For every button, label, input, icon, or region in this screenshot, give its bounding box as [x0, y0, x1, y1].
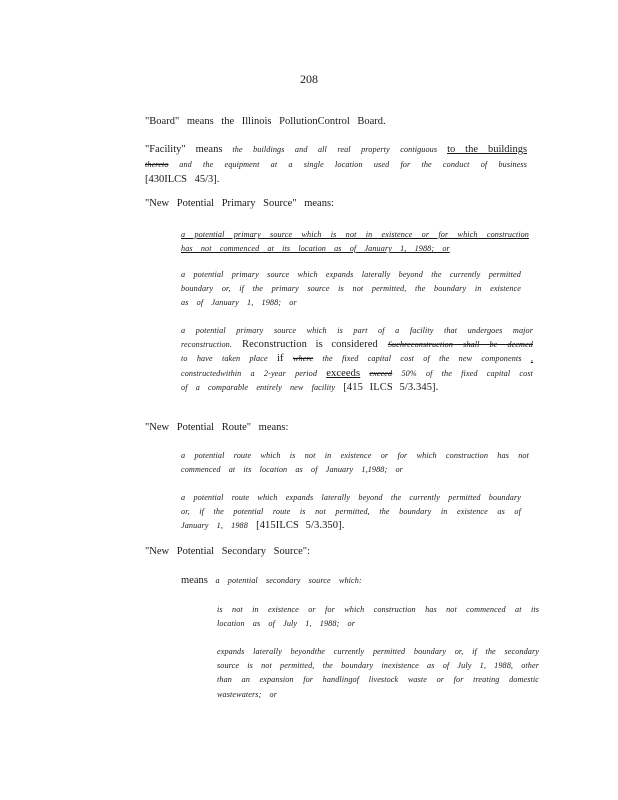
facility-text-1: the buildings and all real property contiguous: [232, 145, 438, 154]
npps-item-3-text-2: to have taken place: [181, 354, 268, 364]
npss-item-1: is not in existence or for which construction has not commenced at its location as of July 1, 1988; or: [217, 605, 539, 629]
npr-item-2-text: a potential route which expands laterally beyond the currently permitted boundary or, if the potential route is not permitted, the boundary in existence as of January 1, 1988: [181, 493, 521, 531]
definition-facility: [145, 142, 527, 187]
npps-item-3-deletion-2: where: [292, 354, 314, 364]
npps-item-3: [181, 324, 533, 395]
npr-item-2-citation: [415ILCS 5/3.350].: [256, 520, 345, 532]
npps-item-3-text-1: a potential primary source which is part of a facility that undergoes major reconstruction.: [181, 326, 533, 350]
npps-item-3-insertion-4: exceeds: [326, 367, 361, 379]
term-facility: "Facility": [145, 144, 186, 155]
npps-item-3-insertion-1: Reconstruction is considered: [242, 339, 378, 351]
npps-item-3-text-4: constructedwithin a 2-year period: [181, 368, 318, 378]
npr-item-2: [181, 491, 521, 534]
npps-item-3-deletion-1: Suchreconstruction shall be deemed: [387, 340, 533, 350]
npps-item-3-citation: [415 ILCS 5/3.345].: [343, 381, 439, 393]
npss-item-2: expands laterally beyondthe currently permitted boundary or, if the secondary source is not permitted, the boundary inexistence as of July 1, 1988, other than an expansion for handlingof livestock waste or for treating domestic wastewaters; or: [217, 647, 539, 699]
npr-item-1: a potential route which is not in existence or for which construction has not commenced at its location as of January 1,1988; or: [181, 451, 529, 475]
npps-item-2: a potential primary source which expands laterally beyond the currently permitted boundary or, if the primary source is not permitted, the boundary in existence as of January 1, 1988; or: [181, 270, 521, 308]
definition-npr-heading: "New Potential Route" means:: [145, 422, 289, 433]
npss-intro-text: a potential secondary source which:: [215, 576, 362, 585]
definition-board: [145, 114, 545, 129]
definition-board-text: means the Illinois PollutionControl Board.: [186, 116, 386, 127]
npss-means: means: [181, 575, 208, 586]
npps-item-3-insertion-3: ,: [530, 354, 533, 364]
facility-insertion: to the buildings: [447, 144, 528, 155]
npps-item-3-insertion-2: if: [277, 353, 284, 365]
npss-intro: [181, 573, 541, 588]
npps-item-3-text-5: 50% of the fixed capital cost of a comparable entirely new facility: [181, 368, 533, 392]
definition-npps-heading: "New Potential Primary Source" means:: [145, 198, 334, 209]
npps-item-3-deletion-3: exceed: [369, 368, 393, 378]
npps-item-1: a potential primary source which is not in existence or for which construction has not commenced at its location as of January 1, 1988; or: [181, 230, 529, 254]
definition-npss-heading: "New Potential Secondary Source":: [145, 546, 310, 557]
npps-item-3-text-3: the fixed capital cost of the new components: [322, 354, 522, 364]
facility-means: means: [195, 144, 223, 155]
facility-citation: [430ILCS 45/3].: [145, 174, 220, 185]
facility-deletion: thereto: [145, 160, 169, 169]
page-number: 208: [300, 72, 318, 86]
facility-text-2: and the equipment at a single location used for the conduct of business: [179, 160, 527, 169]
term-board: "Board": [145, 116, 180, 127]
